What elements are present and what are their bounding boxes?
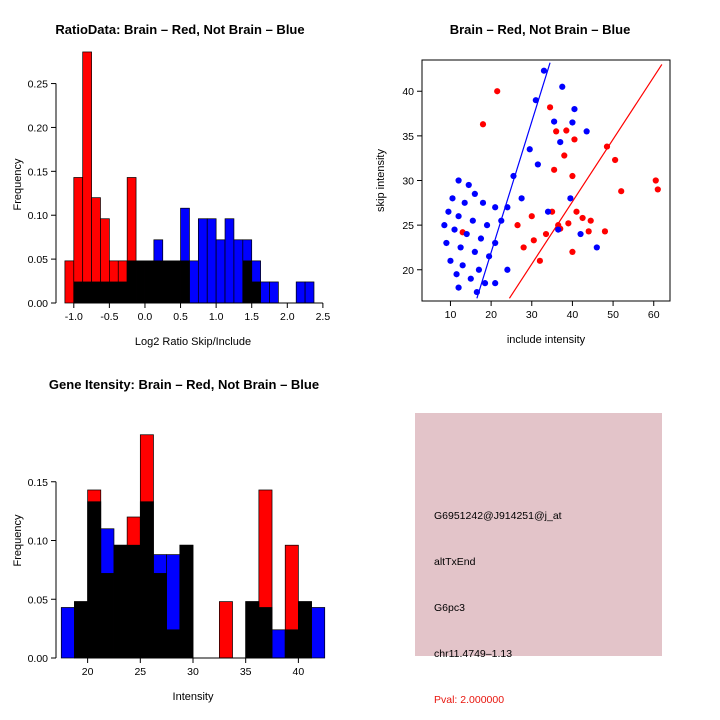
histogram-bar <box>114 545 127 658</box>
probeset-id-label: G6951242@J914251@j_at <box>434 510 562 522</box>
scatter-point <box>557 139 563 145</box>
scatter-point <box>492 204 498 210</box>
y-tick-label: 30 <box>402 175 414 188</box>
y-tick-label: 0.20 <box>27 122 48 135</box>
histogram-bar <box>296 282 305 303</box>
histogram-bars <box>61 435 324 658</box>
scatter-point <box>551 118 557 124</box>
scatter-point <box>565 220 571 226</box>
histogram-bar <box>298 602 311 658</box>
histogram-bar <box>65 261 74 303</box>
scatter-point <box>492 240 498 246</box>
scatter-point <box>494 88 500 94</box>
histogram-bar <box>216 240 225 303</box>
x-tick-label: 40 <box>292 666 305 678</box>
y-tick-label: 20 <box>402 264 414 277</box>
scatter-point <box>618 188 624 194</box>
histogram-bar <box>180 545 193 658</box>
x-tick-label: 25 <box>134 666 147 678</box>
histogram-bar <box>109 282 118 303</box>
scatter-point <box>447 258 453 264</box>
y-tick-label: 0.15 <box>27 476 48 489</box>
scatter-point <box>555 226 561 232</box>
intensity-scatter-title: Brain – Red, Not Brain – Blue <box>449 22 631 37</box>
scatter-point <box>553 128 559 134</box>
histogram-bar <box>101 529 114 658</box>
y-axis-title: skip intensity <box>375 149 387 212</box>
scatter-point <box>529 213 535 219</box>
scatter-point <box>521 244 527 250</box>
ratio-histogram-title: RatioData: Brain – Red, Not Brain – Blue <box>55 22 305 37</box>
scatter-point <box>594 244 600 250</box>
histogram-bar <box>154 240 163 303</box>
scatter-point <box>653 177 659 183</box>
scatter-point <box>561 152 567 158</box>
ratio-histogram-panel <box>0 8 360 363</box>
x-axis-title: Intensity <box>172 691 214 703</box>
y-tick-label: 40 <box>402 86 414 99</box>
scatter-point <box>451 226 457 232</box>
scatter-point <box>484 222 490 228</box>
scatter-point <box>545 209 551 215</box>
x-tick-label: -1.0 <box>64 311 83 323</box>
histogram-bar <box>163 261 172 303</box>
scatter-point <box>504 267 510 273</box>
scatter-point <box>458 244 464 250</box>
scatter-point <box>533 97 539 103</box>
event-type-label: altTxEnd <box>434 556 476 568</box>
histogram-bar <box>167 555 180 658</box>
scatter-series-blue <box>441 68 600 296</box>
histogram-bar <box>246 602 259 658</box>
gene-info-panel <box>360 363 720 720</box>
x-tick-label: -0.5 <box>100 311 119 323</box>
scatter-point <box>604 143 610 149</box>
scatter-point <box>531 237 537 243</box>
scatter-point <box>579 215 585 221</box>
scatter-point <box>510 173 516 179</box>
locus-label: chr11.4749–1.13 <box>434 648 513 660</box>
scatter-point <box>466 182 472 188</box>
histogram-bar <box>100 282 109 303</box>
histogram-bar <box>272 630 285 658</box>
histogram-bar <box>270 282 279 303</box>
histogram-bar <box>234 240 243 303</box>
scatter-point <box>569 173 575 179</box>
scatter-point <box>453 271 459 277</box>
y-tick-label: 35 <box>402 130 414 143</box>
y-tick-label: 25 <box>402 220 414 233</box>
x-tick-label: 40 <box>566 309 579 321</box>
histogram-bar <box>285 630 298 658</box>
y-tick-label: 0.00 <box>27 653 48 665</box>
scatter-point <box>543 231 549 237</box>
intensity-scatter-panel <box>360 8 720 363</box>
intensity-scatter-plot <box>360 8 720 363</box>
histogram-bar <box>145 261 154 303</box>
scatter-point <box>586 228 592 234</box>
scatter-point <box>470 218 476 224</box>
scatter-point <box>449 195 455 201</box>
x-axis-title: Log2 Ratio Skip/Include <box>134 336 252 348</box>
scatter-point <box>441 222 447 228</box>
y-tick-label: 0.15 <box>27 166 48 179</box>
y-tick-label: 0.10 <box>27 210 48 223</box>
x-tick-label: 60 <box>647 309 660 321</box>
histogram-bar <box>172 261 181 303</box>
histogram-bar <box>207 219 216 303</box>
scatter-point <box>547 104 553 110</box>
scatter-point <box>486 253 492 259</box>
histogram-bar <box>92 282 101 303</box>
gene-info-box <box>415 413 662 706</box>
scatter-point <box>472 191 478 197</box>
x-tick-label: 30 <box>187 666 199 678</box>
y-tick-label: 0.05 <box>27 254 48 267</box>
gene-symbol-label: G6pc3 <box>434 602 465 614</box>
scatter-point <box>480 200 486 206</box>
scatter-point <box>480 121 486 127</box>
scatter-point <box>612 157 618 163</box>
x-tick-label: 20 <box>81 666 94 678</box>
x-tick-label: 20 <box>485 309 497 321</box>
y-axis-title: Frequency <box>12 158 24 211</box>
pval-label: Pval: 2.000000 <box>434 694 505 706</box>
x-tick-label: 0.0 <box>137 311 153 323</box>
scatter-point <box>569 119 575 125</box>
histogram-bar <box>74 282 83 303</box>
y-axis-title: Frequency <box>12 514 24 567</box>
scatter-point <box>514 222 520 228</box>
scatter-point <box>443 240 449 246</box>
scatter-point <box>577 231 583 237</box>
histogram-bar <box>259 607 272 658</box>
scatter-point <box>571 136 577 142</box>
histogram-bar <box>261 282 270 303</box>
gene-intensity-panel <box>0 363 360 720</box>
histogram-bar <box>198 219 207 303</box>
x-tick-label: 10 <box>444 309 457 321</box>
scatter-point <box>537 258 543 264</box>
ratio-histogram-plot <box>0 8 360 363</box>
histogram-bar <box>219 602 232 658</box>
scatter-point <box>468 276 474 282</box>
scatter-content <box>441 63 662 299</box>
scatter-point <box>476 267 482 273</box>
histogram-bar <box>136 261 145 303</box>
histogram-bar <box>74 602 87 658</box>
scatter-point <box>519 195 525 201</box>
scatter-point <box>498 218 504 224</box>
scatter-point <box>588 218 594 224</box>
histogram-bar <box>181 208 190 303</box>
scatter-point <box>655 186 661 192</box>
histogram-bar <box>312 607 325 658</box>
x-tick-label: 0.5 <box>173 311 188 323</box>
histogram-bar <box>225 219 234 303</box>
scatter-point <box>482 280 488 286</box>
histogram-bar <box>118 282 127 303</box>
scatter-point <box>571 106 577 112</box>
scatter-point <box>455 177 461 183</box>
gene-intensity-plot <box>0 363 360 720</box>
scatter-point <box>584 128 590 134</box>
y-tick-label: 0.25 <box>27 78 48 91</box>
scatter-point <box>551 167 557 173</box>
x-tick-label: 50 <box>607 309 619 321</box>
histogram-bars <box>65 52 314 303</box>
scatter-point <box>569 249 575 255</box>
histogram-series-blue <box>74 208 314 303</box>
histogram-bar <box>189 261 198 303</box>
scatter-point <box>462 200 468 206</box>
scatter-point <box>464 231 470 237</box>
gene-intensity-title: Gene Itensity: Brain – Red, Not Brain – Blue <box>48 377 320 392</box>
scatter-point <box>445 209 451 215</box>
red-line <box>509 64 661 298</box>
scatter-point <box>460 262 466 268</box>
histogram-bar <box>83 282 92 303</box>
histogram-bar <box>140 502 153 658</box>
scatter-point <box>474 289 480 295</box>
histogram-bar <box>153 555 166 658</box>
y-tick-label: 0.00 <box>27 298 48 310</box>
histogram-bar <box>243 240 252 303</box>
x-tick-label: 35 <box>239 666 252 678</box>
x-tick-label: 30 <box>525 309 538 321</box>
scatter-point <box>455 285 461 291</box>
scatter-point <box>504 204 510 210</box>
histogram-bar <box>127 261 136 303</box>
scatter-point <box>478 235 484 241</box>
scatter-point <box>455 213 461 219</box>
scatter-point <box>563 127 569 133</box>
histogram-bar <box>127 545 140 658</box>
x-tick-label: 1.0 <box>208 311 224 323</box>
x-tick-label: 1.5 <box>244 311 260 323</box>
scatter-point <box>559 84 565 90</box>
histogram-bar <box>83 52 92 303</box>
histogram-bar <box>88 502 101 658</box>
scatter-point <box>527 146 533 152</box>
x-tick-label: 2.0 <box>279 311 295 323</box>
scatter-point <box>472 249 478 255</box>
scatter-point <box>573 209 579 215</box>
histogram-bar <box>252 261 261 303</box>
scatter-point <box>602 228 608 234</box>
histogram-bar <box>305 282 314 303</box>
scatter-point <box>535 161 541 167</box>
scatter-point <box>567 195 573 201</box>
histogram-bar <box>61 607 74 658</box>
y-tick-label: 0.10 <box>27 535 48 548</box>
scatter-point <box>492 280 498 286</box>
x-axis-title: include intensity <box>506 334 586 346</box>
x-tick-label: 2.5 <box>315 311 331 323</box>
scatter-point <box>541 68 547 74</box>
scatter-series-red <box>460 88 661 264</box>
y-tick-label: 0.05 <box>27 594 48 607</box>
